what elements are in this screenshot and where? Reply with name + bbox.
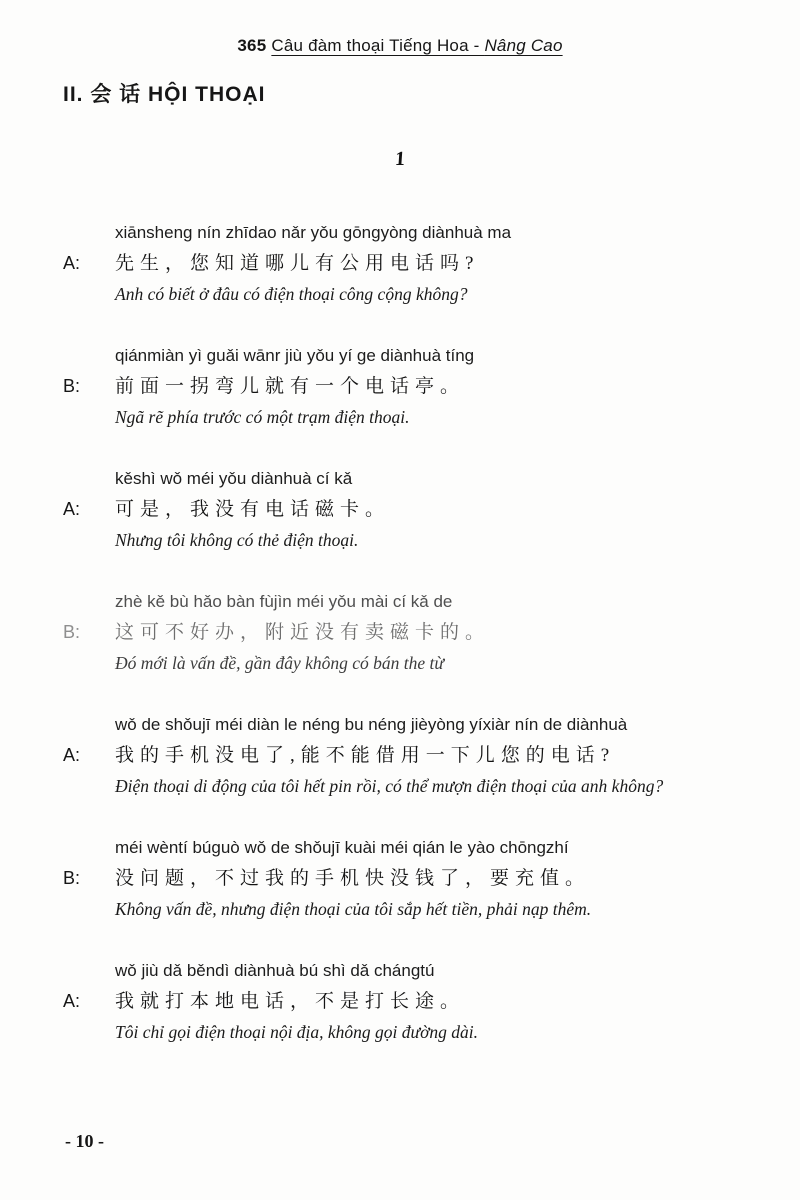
gutter (63, 771, 115, 802)
chinese-line: 先生，您知道哪儿有公用电话吗? (115, 253, 480, 274)
chinese-line: 这可不好办，附近没有卖磁卡的。 (115, 622, 491, 643)
page-number: - 10 - (65, 1131, 104, 1151)
dialogue-entry (63, 340, 740, 433)
chinese-line: 没问题，不过我的手机快没钱了，要充值。 (115, 868, 591, 889)
dialogue-entry (63, 709, 740, 802)
vietnamese-line: Điện thoại di động của tôi hết pin rồi, có thể mượn điện thoại của anh không? (115, 776, 664, 796)
speaker-label: B: (63, 868, 81, 888)
gutter (63, 586, 115, 617)
gutter (63, 279, 115, 310)
gutter (63, 832, 115, 863)
speaker-label: A: (63, 991, 81, 1011)
gutter (63, 955, 115, 986)
dialogue-entry (63, 955, 740, 1048)
ornament-mark: 1 (394, 148, 406, 170)
chinese-line: 前面一拐弯儿就有一个电话亭。 (115, 376, 466, 397)
pinyin-line: qiánmiàn yì guǎi wānr jiù yǒu yí ge diànhuà tíng (115, 346, 475, 365)
dialogue-entry (63, 217, 740, 310)
header-title: Câu đàm thoại Tiếng Hoa - (271, 36, 485, 55)
pinyin-line: xiānsheng nín zhīdao nǎr yǒu gōngyòng diànhuà ma (115, 223, 512, 242)
speaker-label: A: (63, 499, 81, 519)
chinese-line: 我的手机没电了,能不能借用一下儿您的电话? (115, 745, 616, 766)
dialogue-entry (63, 832, 740, 925)
section-title: II. 会 话 HỘI THOẠI (63, 83, 266, 106)
vietnamese-line: Tôi chỉ gọi điện thoại nội địa, không gọi đường dài. (115, 1022, 479, 1042)
gutter (63, 340, 115, 371)
speaker-label: A: (63, 745, 81, 765)
pinyin-line: wǒ de shǒujī méi diàn le néng bu néng jièyòng yíxiàr nín de diànhuà (115, 715, 628, 734)
dialogue-entry (63, 463, 740, 556)
dialogue-entry (63, 586, 740, 679)
gutter (63, 217, 115, 248)
vietnamese-line: Đó mới là vấn đề, gần đây không có bán the từ (115, 653, 444, 673)
header-title-emphasis: Nâng Cao (484, 36, 563, 55)
gutter (63, 1017, 115, 1048)
gutter (63, 894, 115, 925)
vietnamese-line: Không vấn đề, nhưng điện thoại của tôi sắp hết tiền, phải nạp thêm. (115, 899, 592, 919)
pinyin-line: zhè kě bù hǎo bàn fùjìn méi yǒu mài cí kǎ de (115, 592, 453, 611)
chinese-line: 可是，我没有电话磁卡。 (115, 499, 391, 520)
gutter (63, 463, 115, 494)
speaker-label: B: (63, 376, 81, 396)
speaker-label: A: (63, 253, 81, 273)
gutter (63, 402, 115, 433)
gutter (63, 525, 115, 556)
vietnamese-line: Nhưng tôi không có thẻ điện thoại. (115, 530, 359, 550)
chinese-line: 我就打本地电话，不是打长途。 (115, 991, 466, 1012)
vietnamese-line: Ngã rẽ phía trước có một trạm điện thoại. (115, 407, 410, 427)
pinyin-line: wǒ jiù dǎ běndì diànhuà bú shì dǎ chángtú (115, 961, 435, 980)
gutter (63, 709, 115, 740)
vietnamese-line: Anh có biết ở đâu có điện thoại công cộng không? (115, 284, 468, 304)
page-header (0, 0, 800, 56)
pinyin-line: méi wèntí búguò wǒ de shǒujī kuài méi qián le yào chōngzhí (115, 838, 569, 857)
pinyin-line: kěshì wǒ méi yǒu diànhuà cí kǎ (115, 469, 353, 488)
header-number: 365 (237, 36, 267, 55)
speaker-label: B: (63, 622, 81, 642)
dialogue-list (63, 217, 740, 1048)
gutter (63, 648, 115, 679)
